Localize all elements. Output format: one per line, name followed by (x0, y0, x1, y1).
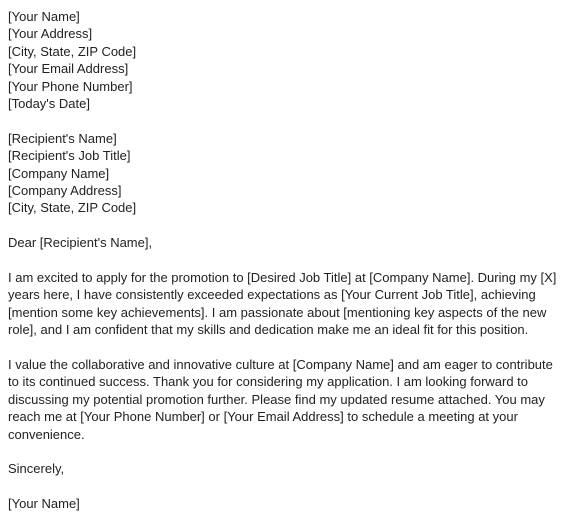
sender-phone: [Your Phone Number] (8, 78, 133, 94)
recipient-address-block (8, 130, 570, 217)
sender-city-state-zip: [City, State, ZIP Code] (8, 43, 137, 59)
recipient-company-name: [Company Name] (8, 165, 110, 181)
sender-name: [Your Name] (8, 9, 80, 24)
letter-date: [Today's Date] (8, 96, 90, 112)
cover-letter-document (8, 8, 570, 513)
salutation: Dear [Recipient's Name], (8, 235, 153, 251)
paragraph-line: role], and I am confident that my skills and dedication make me an ideal fit for this position. (8, 322, 529, 338)
paragraph-line: convenience. (8, 426, 85, 442)
spacer (8, 252, 570, 269)
paragraph-line: reach me at [Your Phone Number] or [Your Email Address] to schedule a meeting at your (8, 409, 518, 425)
recipient-name: [Recipient's Name] (8, 130, 117, 146)
body-paragraph-2 (8, 356, 570, 443)
sender-address-block (8, 8, 570, 112)
recipient-company-address: [Company Address] (8, 183, 122, 199)
paragraph-line: [mention some key achievements]. I am passionate about [mentioning key aspects of the new (8, 304, 547, 320)
paragraph-line: to its continued success. Thank you for considering my application. I am looking forward to (8, 374, 529, 390)
recipient-city-state-zip: [City, State, ZIP Code] (8, 200, 137, 216)
closing: Sincerely, (8, 461, 65, 477)
sender-address: [Your Address] (8, 26, 93, 42)
paragraph-line: discussing my potential promotion further. Please find my updated resume attached. You may (8, 391, 545, 407)
spacer (8, 478, 570, 495)
paragraph-line: I value the collaborative and innovative culture at [Company Name] and am eager to contribute (8, 357, 553, 373)
paragraph-line: years here, I have consistently exceeded expectations as [Your Current Job Title], achieving (8, 287, 536, 303)
spacer (8, 443, 570, 460)
spacer (8, 339, 570, 356)
spacer (8, 217, 570, 234)
body-paragraph-1 (8, 269, 570, 339)
recipient-job-title: [Recipient's Job Title] (8, 148, 131, 164)
spacer (8, 112, 570, 129)
sender-email: [Your Email Address] (8, 61, 129, 77)
paragraph-line: I am excited to apply for the promotion to [Desired Job Title] at [Company Name]. During my [X] (8, 270, 557, 286)
signature-name: [Your Name] (8, 496, 80, 512)
